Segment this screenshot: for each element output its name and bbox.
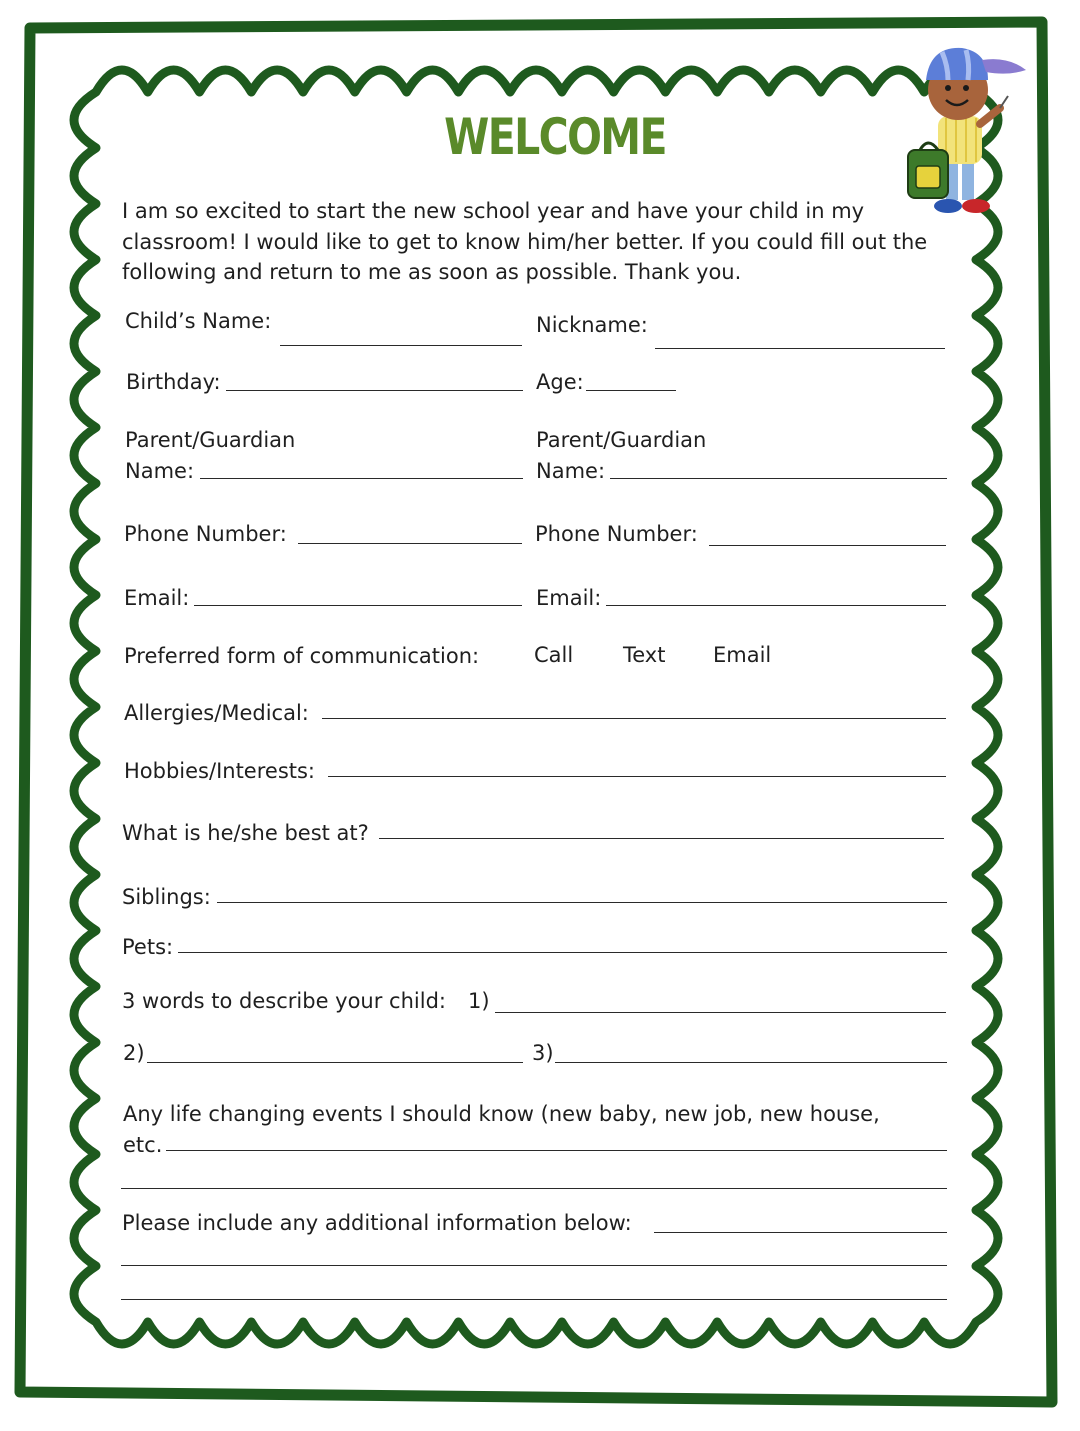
additional-info-line-3[interactable] <box>121 1299 947 1300</box>
life-events-label: Any life changing events I should know (new baby, new job, new house, <box>123 1102 880 1126</box>
parent1-name-label: Name: <box>125 459 195 483</box>
best-at-label: What is he/she best at? <box>122 821 369 845</box>
parent1-label: Parent/Guardian <box>125 428 296 452</box>
option-text[interactable]: Text <box>623 643 666 667</box>
siblings-line[interactable] <box>217 902 947 903</box>
additional-info-line-2[interactable] <box>121 1265 947 1266</box>
phone2-label: Phone Number: <box>535 522 698 546</box>
parent2-label: Parent/Guardian <box>536 428 707 452</box>
additional-info-line[interactable] <box>654 1232 947 1233</box>
preferred-communication-label: Preferred form of communication: <box>124 644 480 668</box>
parent2-name-label: Name: <box>536 459 606 483</box>
email1-label: Email: <box>124 586 190 610</box>
life-events-line[interactable] <box>166 1150 947 1151</box>
phone2-line[interactable] <box>709 545 946 546</box>
birthday-line[interactable] <box>226 390 523 391</box>
intro-line: I am so excited to start the new school year and have your child in my <box>122 199 865 223</box>
parent1-name-line[interactable] <box>200 478 523 479</box>
life-events-line-2[interactable] <box>121 1188 947 1189</box>
word3-line[interactable] <box>555 1062 947 1063</box>
page-title: WELCOME <box>444 108 666 166</box>
age-line[interactable] <box>586 390 676 391</box>
child-name-label: Child’s Name: <box>125 309 272 333</box>
birthday-label: Birthday: <box>126 370 221 394</box>
word2-label: 2) <box>123 1041 145 1065</box>
three-words-label: 3 words to describe your child: <box>122 989 446 1013</box>
life-events-label-cont: etc. <box>123 1133 163 1157</box>
word1-label: 1) <box>468 989 490 1013</box>
word3-label: 3) <box>532 1041 554 1065</box>
pets-line[interactable] <box>178 952 947 953</box>
nickname-label: Nickname: <box>536 313 648 337</box>
email2-label: Email: <box>536 586 602 610</box>
email2-line[interactable] <box>606 605 946 606</box>
intro-line: following and return to me as soon as possible. Thank you. <box>122 260 742 284</box>
allergies-label: Allergies/Medical: <box>124 701 309 725</box>
additional-info-label: Please include any additional information below: <box>122 1211 632 1235</box>
siblings-label: Siblings: <box>122 885 211 909</box>
nickname-line[interactable] <box>655 348 945 349</box>
phone1-line[interactable] <box>298 543 522 544</box>
allergies-line[interactable] <box>322 718 946 719</box>
age-label: Age: <box>536 370 584 394</box>
hobbies-line[interactable] <box>328 776 946 777</box>
intro-paragraph <box>122 196 962 288</box>
word2-line[interactable] <box>147 1062 523 1063</box>
option-call[interactable]: Call <box>534 643 574 667</box>
phone1-label: Phone Number: <box>124 522 287 546</box>
email1-line[interactable] <box>194 605 522 606</box>
hobbies-label: Hobbies/Interests: <box>124 759 316 783</box>
child-name-line[interactable] <box>280 345 522 346</box>
option-email[interactable]: Email <box>713 643 772 667</box>
parent2-name-line[interactable] <box>610 478 947 479</box>
word1-line[interactable] <box>495 1012 946 1013</box>
intro-line: classroom! I would like to get to know him/her better. If you could fill out the <box>122 229 928 254</box>
pets-label: Pets: <box>122 935 174 959</box>
best-at-line[interactable] <box>379 838 944 839</box>
